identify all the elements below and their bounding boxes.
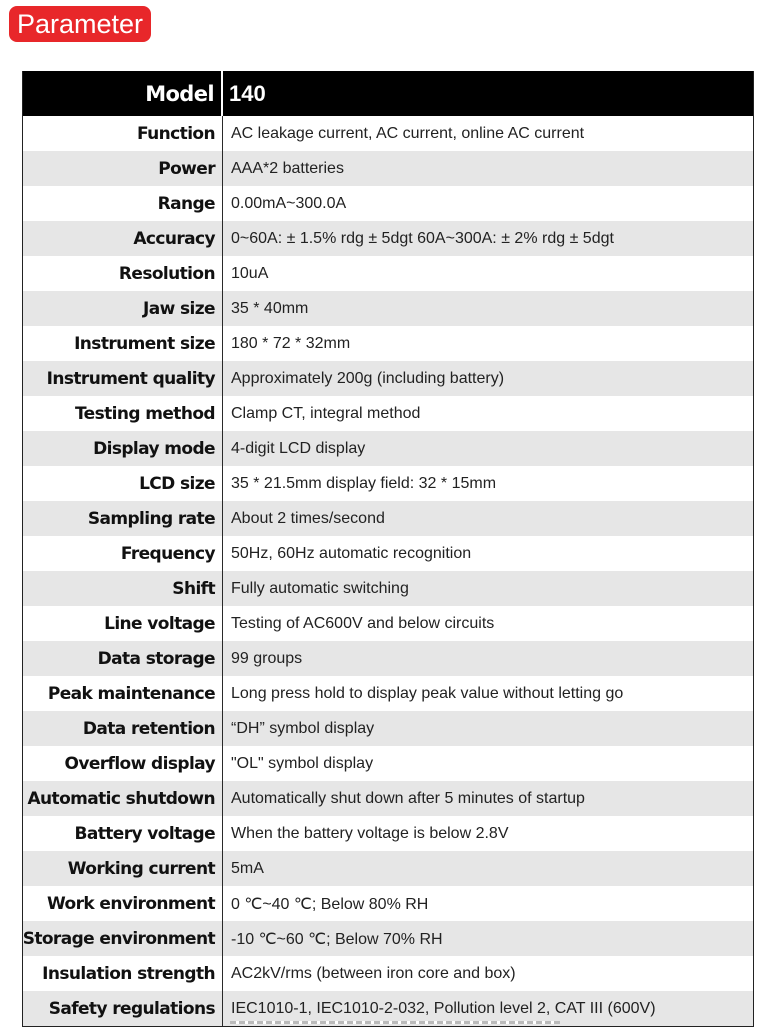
table-row (23, 851, 753, 886)
spec-value: 0 ℃~40 ℃; Below 80% RH (231, 895, 429, 913)
cropped-footer-text (230, 1018, 560, 1024)
table-row (23, 291, 753, 326)
spec-value: 99 groups (231, 649, 303, 667)
spec-key: Testing method (23, 396, 223, 431)
spec-key: Data storage (23, 641, 223, 676)
spec-table (22, 71, 754, 1027)
header-value: 140 (229, 80, 266, 106)
table-row (23, 886, 753, 921)
spec-key: Storage environment (23, 921, 223, 956)
spec-key: Frequency (23, 536, 223, 571)
spec-value: Approximately 200g (including battery) (231, 369, 505, 387)
spec-value: 5mA (231, 859, 264, 877)
table-row (23, 396, 753, 431)
table-row (23, 711, 753, 746)
table-header-row (23, 71, 753, 116)
table-row (23, 606, 753, 641)
parameter-badge: Parameter (9, 6, 151, 42)
table-row (23, 361, 753, 396)
spec-key: Work environment (23, 886, 223, 921)
spec-value: Long press hold to display peak value without letting go (231, 684, 624, 702)
spec-value: AAA*2 batteries (231, 159, 344, 177)
table-row (23, 431, 753, 466)
table-row (23, 501, 753, 536)
header-key: Model (23, 71, 223, 116)
table-row (23, 676, 753, 711)
spec-value: AC leakage current, AC current, online AC current (231, 124, 585, 142)
table-row (23, 571, 753, 606)
table-row (23, 536, 753, 571)
table-row (23, 746, 753, 781)
spec-value: Testing of AC600V and below circuits (231, 614, 495, 632)
spec-key: Shift (23, 571, 223, 606)
spec-key: Resolution (23, 256, 223, 291)
spec-value: 4-digit LCD display (231, 439, 366, 457)
spec-key: Data retention (23, 711, 223, 746)
spec-value: 180 * 72 * 32mm (231, 334, 351, 352)
spec-value: AC2kV/rms (between iron core and box) (231, 964, 516, 982)
spec-key: Safety regulations (23, 991, 223, 1026)
table-row (23, 641, 753, 676)
table-row (23, 956, 753, 991)
table-row (23, 221, 753, 256)
spec-key: Battery voltage (23, 816, 223, 851)
table-row (23, 116, 753, 151)
table-row (23, 816, 753, 851)
spec-value: 10uA (231, 264, 269, 282)
table-row (23, 151, 753, 186)
spec-key: Peak maintenance (23, 676, 223, 711)
spec-key: Display mode (23, 431, 223, 466)
spec-key: Instrument quality (23, 361, 223, 396)
table-row (23, 466, 753, 501)
table-row (23, 186, 753, 221)
spec-key: Line voltage (23, 606, 223, 641)
spec-key: Jaw size (23, 291, 223, 326)
spec-key: Working current (23, 851, 223, 886)
spec-value: “DH” symbol display (231, 719, 375, 737)
spec-key: Overflow display (23, 746, 223, 781)
spec-key: Insulation strength (23, 956, 223, 991)
table-row (23, 256, 753, 291)
table-row (23, 921, 753, 956)
spec-key: Range (23, 186, 223, 221)
spec-value: 35 * 40mm (231, 299, 309, 317)
spec-value: -10 ℃~60 ℃; Below 70% RH (231, 930, 443, 948)
spec-value: 0~60A: ± 1.5% rdg ± 5dgt 60A~300A: ± 2% rdg ± 5dgt (231, 229, 614, 247)
spec-value: When the battery voltage is below 2.8V (231, 824, 509, 842)
table-row (23, 781, 753, 816)
spec-value: Fully automatic switching (231, 579, 409, 597)
spec-value: Clamp CT, integral method (231, 404, 421, 422)
spec-key: Instrument size (23, 326, 223, 361)
spec-key: Power (23, 151, 223, 186)
spec-value: 0.00mA~300.0A (231, 194, 347, 212)
spec-key: Sampling rate (23, 501, 223, 536)
spec-value: 35 * 21.5mm display field: 32 * 15mm (231, 474, 497, 492)
spec-value: 50Hz, 60Hz automatic recognition (231, 544, 472, 562)
spec-key: Function (23, 116, 223, 151)
spec-value: About 2 times/second (231, 509, 385, 527)
table-row (23, 326, 753, 361)
spec-key: Accuracy (23, 221, 223, 256)
spec-key: LCD size (23, 466, 223, 501)
spec-value: Automatically shut down after 5 minutes of startup (231, 789, 585, 807)
spec-value: IEC1010-1, IEC1010-2-032, Pollution level 2, CAT III (600V) (231, 999, 656, 1017)
spec-value: "OL" symbol display (231, 754, 374, 772)
spec-key: Automatic shutdown (23, 781, 223, 816)
